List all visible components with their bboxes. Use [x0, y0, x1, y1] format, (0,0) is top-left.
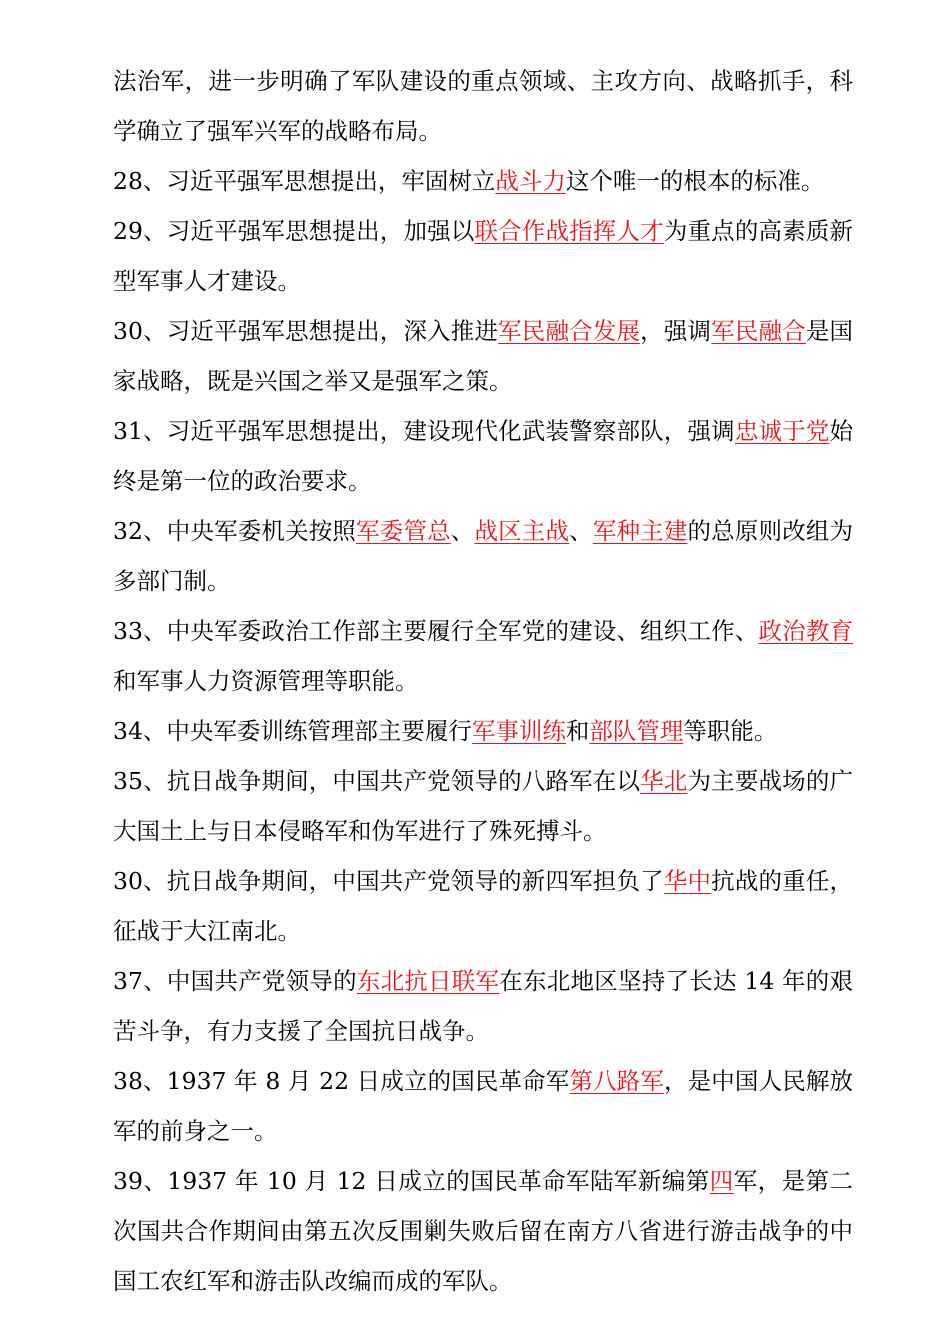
- question-text: ，强调: [640, 317, 712, 345]
- question-text: 、: [569, 517, 593, 545]
- answer-text: 第八路军: [569, 1067, 665, 1095]
- answer-text: 华中: [663, 867, 712, 895]
- question-paragraph: [113, 206, 853, 306]
- question-text: 抗战的重任，征战于大江南北。: [113, 867, 854, 945]
- question-text: 军，是第二次国共合作期间由第五次反围剿失败后留在南方八省进行游击战争的中国工农红军和游击队改编而成的军队。: [113, 1167, 853, 1295]
- answer-text: 东北抗日联军: [356, 967, 500, 995]
- question-text: 在东北地区坚持了长达 14 年的艰苦斗争，有力支援了全国抗日战争。: [113, 967, 854, 1045]
- answer-text: 部队管理: [589, 717, 684, 745]
- question-text: 30、习近平强军思想提出，深入推进: [113, 317, 499, 345]
- question-text: 37、中国共产党领导的: [113, 967, 357, 995]
- question-paragraph: [113, 856, 853, 956]
- question-text: 为重点的高素质新型军事人才建设。: [113, 217, 854, 295]
- question-paragraph: [113, 606, 853, 706]
- question-text: ，是中国人民解放军的前身之一。: [113, 1067, 853, 1145]
- answer-text: 战斗力: [495, 167, 566, 195]
- question-text: 、: [450, 517, 475, 545]
- answer-text: 华北: [640, 767, 688, 795]
- question-text: 始终是第一位的政治要求。: [113, 417, 854, 495]
- question-text: 是国家战略，既是兴国之举又是强军之策。: [113, 317, 854, 395]
- answer-text: 军委管总: [356, 517, 451, 545]
- question-paragraph: [113, 756, 853, 856]
- question-text: 39、1937 年 10 月 12 日成立的国民革命军陆军新编第: [113, 1167, 710, 1195]
- question-text: 31、习近平强军思想提出，建设现代化武装警察部队，强调: [113, 417, 735, 445]
- answer-text: 政治教育: [758, 617, 854, 645]
- question-text: 28、习近平强军思想提出，牢固树立: [113, 167, 496, 195]
- answer-text: 军民融合: [711, 317, 806, 345]
- answer-text: 四: [709, 1167, 734, 1195]
- question-text: 和: [565, 717, 590, 745]
- answer-text: 战区主战: [474, 517, 570, 545]
- question-text: 29、习近平强军思想提出，加强以: [113, 217, 475, 245]
- question-text: 35、抗日战争期间，中国共产党领导的八路军在以: [113, 767, 641, 795]
- question-text: 和军事人力资源管理等职能。: [113, 667, 419, 695]
- question-text: 等职能。: [683, 717, 778, 745]
- answer-text: 军种主建: [592, 517, 688, 545]
- answer-text: 联合作战指挥人才: [474, 217, 664, 245]
- answer-text: 军民融合发展: [498, 317, 641, 345]
- question-paragraph: [113, 1156, 853, 1306]
- question-text: 34、中央军委训练管理部主要履行: [113, 717, 472, 745]
- question-paragraph: [113, 506, 853, 606]
- question-paragraph: [113, 156, 853, 206]
- question-paragraph: [113, 56, 853, 156]
- question-text: 33、中央军委政治工作部主要履行全军党的建设、组织工作、: [113, 617, 759, 645]
- question-paragraph: [113, 706, 853, 756]
- answer-text: 忠诚于党: [734, 417, 830, 445]
- question-paragraph: [113, 956, 853, 1056]
- question-text: 32、中央军委机关按照: [113, 517, 357, 545]
- question-text: 为主要战场的广大国土上与日本侵略军和伪军进行了殊死搏斗。: [113, 767, 854, 845]
- question-text: 的总原则改组为多部门制。: [113, 517, 854, 595]
- question-paragraph: [113, 306, 853, 406]
- answer-text: 军事训练: [471, 717, 566, 745]
- question-paragraph: [113, 1056, 853, 1156]
- question-paragraph: [113, 406, 853, 506]
- question-text: 38、1937 年 8 月 22 日成立的国民革命军: [113, 1067, 570, 1095]
- document-body: [113, 56, 853, 1306]
- question-text: 法治军，进一步明确了军队建设的重点领域、主攻方向、战略抓手，科学确立了强军兴军的战略布局。: [113, 67, 853, 145]
- question-text: 这个唯一的根本的标准。: [565, 167, 825, 195]
- question-text: 30、抗日战争期间，中国共产党领导的新四军担负了: [113, 867, 664, 895]
